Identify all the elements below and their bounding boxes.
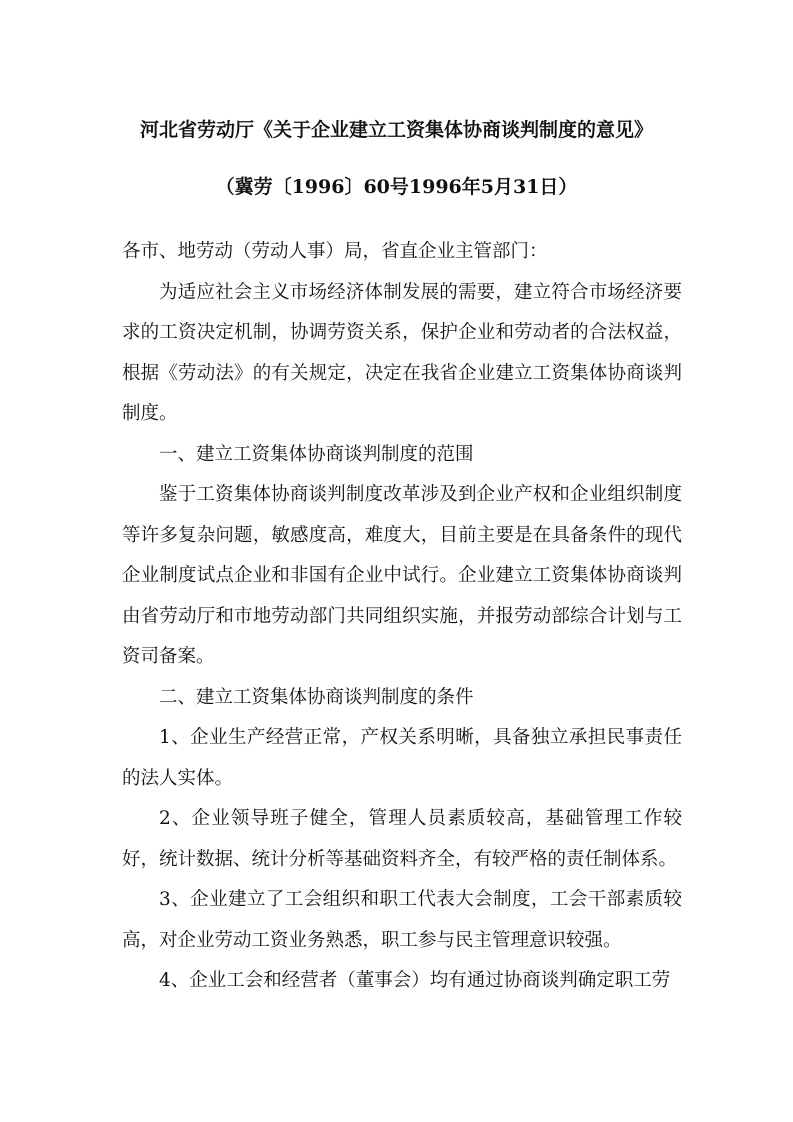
document-body <box>122 232 682 1002</box>
paragraph-intro: 为适应社会主义市场经济体制发展的需要，建立符合市场经济要求的工资决定机制，协调劳资关系，保护企业和劳动者的合法权益，根据《劳动法》的有关规定，决定在我省企业建立工资集体协商谈判制度。 <box>122 281 682 424</box>
condition-item-1: 1、企业生产经营正常，产权关系明晰，具备独立承担民事责任的法人实体。 <box>122 727 682 789</box>
document-title: 河北省劳动厅《关于企业建立工资集体协商谈判制度的意见》 <box>139 119 653 141</box>
document-subtitle: （冀劳〔1996〕60号1996年5月31日） <box>215 176 578 198</box>
paragraph-scope: 鉴于工资集体协商谈判制度改革涉及到企业产权和企业组织制度等许多复杂问题，敏感度高，难度大，目前主要是在具备条件的现代企业制度试点企业和非国有企业中试行。企业建立工资集体协商谈判由省劳动厅和市地劳动部门共同组织实施，并报劳动部综合计划与工资司备案。 <box>122 484 682 667</box>
condition-item-2: 2、企业领导班子健全，管理人员素质较高，基础管理工作较好，统计数据、统计分析等基础资料齐全，有较严格的责任制体系。 <box>122 808 682 870</box>
section-heading-conditions: 二、建立工资集体协商谈判制度的条件 <box>159 686 474 708</box>
section-heading-scope: 一、建立工资集体协商谈判制度的范围 <box>159 443 474 465</box>
condition-item-4: 4、企业工会和经营者（董事会）均有通过协商谈判确定职工劳 <box>159 970 671 991</box>
condition-item-3: 3、企业建立了工会组织和职工代表大会制度，工会干部素质较高，对企业劳动工资业务熟悉，职工参与民主管理意识较强。 <box>122 889 682 951</box>
salutation: 各市、地劳动（劳动人事）局，省直企业主管部门： <box>122 241 548 262</box>
